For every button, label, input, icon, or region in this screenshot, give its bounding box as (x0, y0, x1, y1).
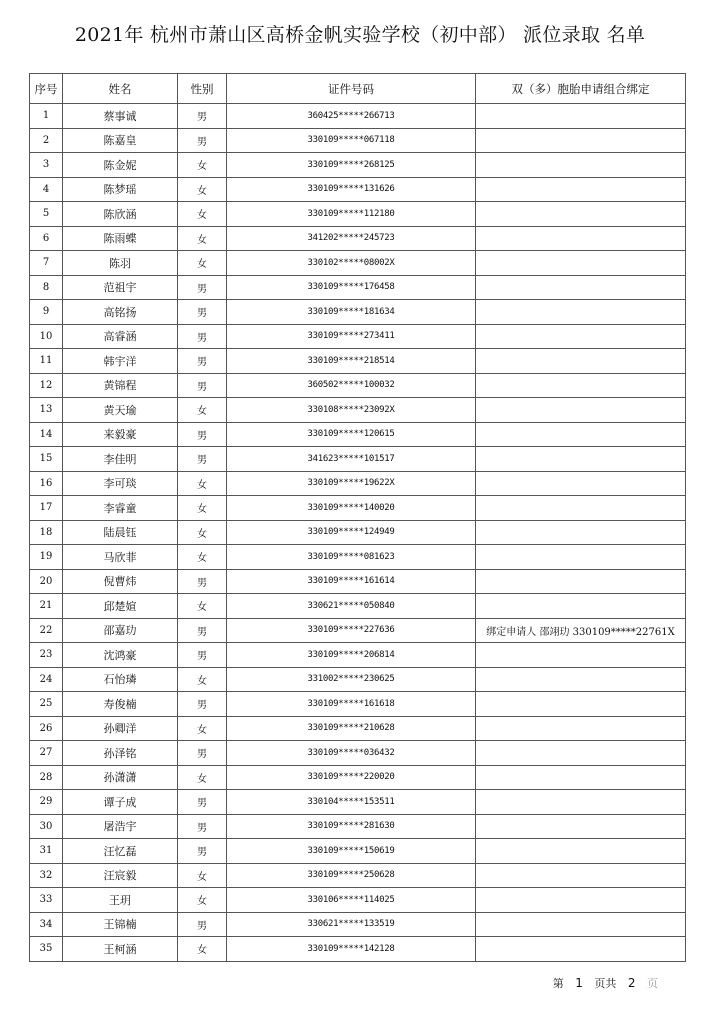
table-row (30, 863, 686, 888)
cell-twin-binding (476, 692, 686, 717)
cell-twin-binding (476, 177, 686, 202)
cell-gender: 女 (178, 594, 227, 619)
cell-twin-binding (476, 912, 686, 937)
cell-gender: 女 (178, 153, 227, 178)
cell-name: 孙潇潇 (63, 765, 178, 790)
cell-name: 黄天瑜 (63, 398, 178, 423)
cell-gender: 女 (178, 520, 227, 545)
cell-gender: 男 (178, 128, 227, 153)
cell-name: 石怡璘 (63, 667, 178, 692)
cell-id-number: 330109*****140020 (227, 496, 476, 521)
cell-gender: 女 (178, 667, 227, 692)
table-row (30, 790, 686, 815)
cell-twin-binding (476, 324, 686, 349)
cell-name: 邱楚媗 (63, 594, 178, 619)
table-row (30, 128, 686, 153)
cell-name: 范祖宇 (63, 275, 178, 300)
cell-id-number: 330109*****131626 (227, 177, 476, 202)
cell-name: 谭子成 (63, 790, 178, 815)
cell-name: 陆晨钰 (63, 520, 178, 545)
table-row (30, 937, 686, 962)
cell-serial: 30 (30, 814, 63, 839)
cell-twin-binding (476, 716, 686, 741)
table-header-row (30, 74, 686, 104)
cell-serial: 33 (30, 888, 63, 913)
cell-twin-binding (476, 765, 686, 790)
cell-serial: 21 (30, 594, 63, 619)
cell-serial: 24 (30, 667, 63, 692)
cell-gender: 男 (178, 324, 227, 349)
cell-serial: 29 (30, 790, 63, 815)
cell-serial: 20 (30, 569, 63, 594)
cell-serial: 19 (30, 545, 63, 570)
table-row (30, 104, 686, 129)
admission-table (29, 73, 686, 962)
cell-id-number: 330109*****218514 (227, 349, 476, 374)
table-row (30, 643, 686, 668)
table-row (30, 692, 686, 717)
cell-id-number: 330109*****150619 (227, 839, 476, 864)
cell-twin-binding (476, 888, 686, 913)
cell-serial: 10 (30, 324, 63, 349)
cell-id-number: 330109*****181634 (227, 300, 476, 325)
cell-id-number: 330109*****250628 (227, 863, 476, 888)
cell-twin-binding (476, 153, 686, 178)
page-prefix: 第 (552, 977, 564, 990)
cell-id-number: 341623*****101517 (227, 447, 476, 472)
cell-name: 汪宸毅 (63, 863, 178, 888)
cell-serial: 18 (30, 520, 63, 545)
header-id-number: 证件号码 (227, 74, 476, 104)
table-row (30, 422, 686, 447)
cell-id-number: 330106*****114025 (227, 888, 476, 913)
cell-id-number: 330621*****050840 (227, 594, 476, 619)
cell-id-number: 330109*****081623 (227, 545, 476, 570)
table-row (30, 324, 686, 349)
cell-twin-binding (476, 373, 686, 398)
cell-serial: 31 (30, 839, 63, 864)
cell-twin-binding (476, 202, 686, 227)
table-row (30, 667, 686, 692)
cell-gender: 男 (178, 692, 227, 717)
cell-name: 陈雨蝶 (63, 226, 178, 251)
cell-twin-binding (476, 814, 686, 839)
cell-gender: 男 (178, 912, 227, 937)
cell-id-number: 330102*****08002X (227, 251, 476, 276)
table-row (30, 398, 686, 423)
cell-gender: 女 (178, 177, 227, 202)
cell-name: 韩宇洋 (63, 349, 178, 374)
cell-gender: 男 (178, 447, 227, 472)
cell-gender: 女 (178, 496, 227, 521)
cell-name: 高铭扬 (63, 300, 178, 325)
cell-id-number: 360425*****266713 (227, 104, 476, 129)
cell-twin-binding (476, 643, 686, 668)
cell-gender: 女 (178, 251, 227, 276)
cell-serial: 35 (30, 937, 63, 962)
cell-gender: 女 (178, 545, 227, 570)
cell-id-number: 331002*****230625 (227, 667, 476, 692)
header-gender: 性别 (178, 74, 227, 104)
table-body (30, 104, 686, 962)
cell-gender: 女 (178, 765, 227, 790)
header-serial: 序号 (30, 74, 63, 104)
table-row (30, 569, 686, 594)
cell-serial: 34 (30, 912, 63, 937)
cell-name: 王锦楠 (63, 912, 178, 937)
cell-twin-binding (476, 594, 686, 619)
cell-name: 马欣菲 (63, 545, 178, 570)
cell-twin-binding (476, 863, 686, 888)
cell-serial: 12 (30, 373, 63, 398)
cell-gender: 女 (178, 226, 227, 251)
cell-gender: 女 (178, 471, 227, 496)
cell-id-number: 330621*****133519 (227, 912, 476, 937)
cell-name: 陈金妮 (63, 153, 178, 178)
cell-gender: 女 (178, 937, 227, 962)
cell-serial: 1 (30, 104, 63, 129)
cell-gender: 男 (178, 790, 227, 815)
cell-serial: 14 (30, 422, 63, 447)
table-row (30, 373, 686, 398)
table-row (30, 471, 686, 496)
cell-serial: 2 (30, 128, 63, 153)
cell-id-number: 330109*****206814 (227, 643, 476, 668)
total-pages-number: 2 (627, 976, 636, 990)
cell-twin-binding (476, 790, 686, 815)
cell-serial: 5 (30, 202, 63, 227)
cell-name: 王玥 (63, 888, 178, 913)
cell-serial: 13 (30, 398, 63, 423)
table-row (30, 618, 686, 643)
cell-gender: 男 (178, 741, 227, 766)
cell-id-number: 341202*****245723 (227, 226, 476, 251)
cell-id-number: 330109*****142128 (227, 937, 476, 962)
cell-name: 汪忆磊 (63, 839, 178, 864)
cell-name: 孙卿洋 (63, 716, 178, 741)
cell-gender: 女 (178, 863, 227, 888)
cell-gender: 男 (178, 373, 227, 398)
table-row (30, 741, 686, 766)
cell-name: 倪曹炜 (63, 569, 178, 594)
cell-twin-binding (476, 128, 686, 153)
cell-id-number: 330109*****124949 (227, 520, 476, 545)
table-row (30, 349, 686, 374)
page-mid-text: 页共 (594, 977, 617, 990)
cell-twin-binding (476, 300, 686, 325)
cell-serial: 26 (30, 716, 63, 741)
cell-id-number: 330109*****161614 (227, 569, 476, 594)
current-page-number: 1 (575, 976, 583, 990)
cell-twin-binding (476, 422, 686, 447)
document-title: 2021年 杭州市萧山区高桥金帆实验学校（初中部） 派位录取 名单 (74, 24, 646, 46)
table-row (30, 153, 686, 178)
cell-name: 李睿童 (63, 496, 178, 521)
cell-name: 蔡事诚 (63, 104, 178, 129)
table-row (30, 545, 686, 570)
table-row (30, 814, 686, 839)
cell-twin-binding (476, 226, 686, 251)
cell-twin-binding (476, 447, 686, 472)
cell-name: 寿俊楠 (63, 692, 178, 717)
cell-id-number: 330109*****220020 (227, 765, 476, 790)
table-row (30, 202, 686, 227)
table-row (30, 177, 686, 202)
header-twin-binding: 双（多）胞胎申请组合绑定 (476, 74, 686, 104)
cell-id-number: 330108*****23092X (227, 398, 476, 423)
cell-name: 屠浩宇 (63, 814, 178, 839)
cell-serial: 22 (30, 618, 63, 643)
cell-gender: 男 (178, 618, 227, 643)
cell-id-number: 330109*****036432 (227, 741, 476, 766)
table-row (30, 888, 686, 913)
cell-serial: 17 (30, 496, 63, 521)
cell-serial: 27 (30, 741, 63, 766)
cell-twin-binding (476, 496, 686, 521)
cell-id-number: 330109*****281630 (227, 814, 476, 839)
cell-name: 黄锦程 (63, 373, 178, 398)
cell-serial: 9 (30, 300, 63, 325)
cell-gender: 女 (178, 716, 227, 741)
cell-serial: 3 (30, 153, 63, 178)
cell-name: 王柯涵 (63, 937, 178, 962)
page-suffix: 页 (647, 977, 658, 990)
cell-name: 沈鸿豪 (63, 643, 178, 668)
cell-id-number: 360502*****100032 (227, 373, 476, 398)
cell-twin-binding (476, 471, 686, 496)
table-row (30, 251, 686, 276)
table-row (30, 496, 686, 521)
cell-serial: 4 (30, 177, 63, 202)
table-row (30, 520, 686, 545)
cell-twin-binding: 绑定申请人 邵翊玏 330109*****22761X (476, 618, 686, 643)
table-row (30, 300, 686, 325)
cell-serial: 15 (30, 447, 63, 472)
table-row (30, 839, 686, 864)
cell-serial: 8 (30, 275, 63, 300)
cell-twin-binding (476, 741, 686, 766)
cell-gender: 男 (178, 839, 227, 864)
cell-twin-binding (476, 104, 686, 129)
cell-serial: 32 (30, 863, 63, 888)
cell-name: 陈嘉皇 (63, 128, 178, 153)
cell-id-number: 330109*****19622X (227, 471, 476, 496)
cell-serial: 11 (30, 349, 63, 374)
cell-name: 来毅豪 (63, 422, 178, 447)
page-footer (553, 975, 658, 991)
table-row (30, 912, 686, 937)
cell-gender: 男 (178, 349, 227, 374)
cell-gender: 女 (178, 398, 227, 423)
cell-gender: 男 (178, 422, 227, 447)
cell-name: 李佳明 (63, 447, 178, 472)
cell-name: 邵嘉玏 (63, 618, 178, 643)
cell-twin-binding (476, 398, 686, 423)
cell-name: 陈欣涵 (63, 202, 178, 227)
cell-gender: 男 (178, 643, 227, 668)
header-name: 姓名 (63, 74, 178, 104)
cell-twin-binding (476, 545, 686, 570)
cell-id-number: 330109*****067118 (227, 128, 476, 153)
cell-id-number: 330109*****176458 (227, 275, 476, 300)
table-row (30, 594, 686, 619)
cell-name: 李可琰 (63, 471, 178, 496)
cell-serial: 7 (30, 251, 63, 276)
cell-id-number: 330104*****153511 (227, 790, 476, 815)
cell-serial: 6 (30, 226, 63, 251)
cell-gender: 男 (178, 275, 227, 300)
cell-gender: 男 (178, 814, 227, 839)
cell-gender: 男 (178, 104, 227, 129)
cell-gender: 男 (178, 569, 227, 594)
cell-twin-binding (476, 251, 686, 276)
cell-serial: 16 (30, 471, 63, 496)
cell-serial: 28 (30, 765, 63, 790)
cell-twin-binding (476, 520, 686, 545)
cell-twin-binding (476, 937, 686, 962)
cell-name: 陈梦瑶 (63, 177, 178, 202)
table-row (30, 226, 686, 251)
cell-name: 陈羽 (63, 251, 178, 276)
cell-serial: 25 (30, 692, 63, 717)
cell-id-number: 330109*****273411 (227, 324, 476, 349)
table-row (30, 716, 686, 741)
cell-name: 孙泽铭 (63, 741, 178, 766)
cell-gender: 男 (178, 300, 227, 325)
cell-id-number: 330109*****112180 (227, 202, 476, 227)
cell-id-number: 330109*****227636 (227, 618, 476, 643)
cell-twin-binding (476, 667, 686, 692)
cell-twin-binding (476, 839, 686, 864)
table-row (30, 275, 686, 300)
cell-id-number: 330109*****210628 (227, 716, 476, 741)
table-row (30, 765, 686, 790)
cell-id-number: 330109*****120615 (227, 422, 476, 447)
cell-gender: 女 (178, 202, 227, 227)
cell-twin-binding (476, 569, 686, 594)
cell-id-number: 330109*****161618 (227, 692, 476, 717)
cell-twin-binding (476, 275, 686, 300)
table-row (30, 447, 686, 472)
cell-id-number: 330109*****268125 (227, 153, 476, 178)
cell-twin-binding (476, 349, 686, 374)
cell-name: 高睿涵 (63, 324, 178, 349)
cell-serial: 23 (30, 643, 63, 668)
cell-gender: 女 (178, 888, 227, 913)
